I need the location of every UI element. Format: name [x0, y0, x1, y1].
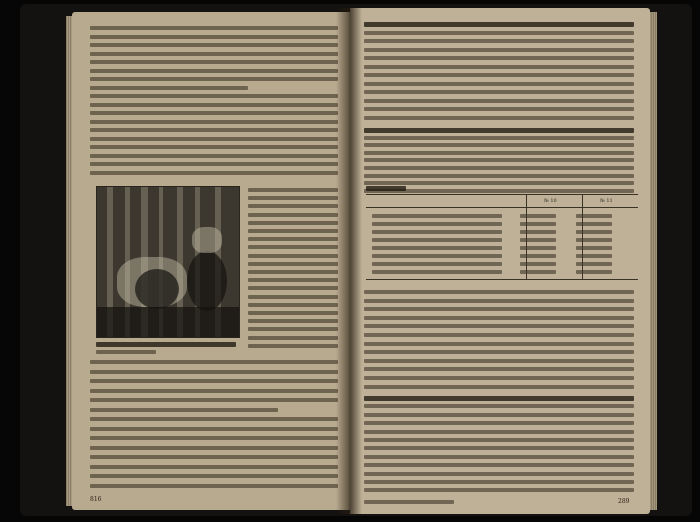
text-line	[364, 421, 634, 425]
text-line	[364, 324, 634, 328]
text-line	[364, 430, 634, 434]
text-line	[90, 137, 338, 141]
left-page	[72, 12, 350, 510]
text-line	[364, 367, 634, 371]
text-line	[90, 128, 338, 132]
text-line	[90, 379, 338, 383]
text-line	[90, 484, 338, 488]
text-line	[248, 336, 338, 340]
babbitt-table	[366, 194, 638, 280]
text-line	[90, 474, 338, 478]
text-line	[248, 286, 338, 290]
text-line	[364, 376, 634, 380]
text-line	[90, 69, 338, 73]
text-line	[364, 181, 634, 185]
text-line	[90, 171, 338, 175]
right-page	[350, 8, 650, 514]
text-line	[364, 116, 634, 120]
text-line	[364, 90, 634, 94]
text-line	[248, 213, 338, 217]
text-line	[364, 299, 634, 303]
text-line	[248, 303, 338, 307]
text-line	[248, 254, 338, 258]
text-line	[364, 73, 634, 77]
text-line	[90, 26, 338, 30]
text-line	[364, 404, 634, 408]
text-line	[364, 39, 634, 43]
text-line	[90, 35, 338, 39]
text-line	[248, 327, 338, 331]
text-line	[248, 262, 338, 266]
text-line	[248, 196, 338, 200]
text-line	[364, 151, 634, 155]
text-line	[90, 86, 248, 90]
text-line	[248, 229, 338, 233]
text-line	[248, 278, 338, 282]
text-line	[90, 94, 338, 98]
text-line	[248, 270, 338, 274]
factory-photo	[96, 186, 240, 338]
text-line	[90, 389, 338, 393]
text-line	[364, 166, 634, 170]
text-line	[248, 188, 338, 192]
text-line	[90, 162, 338, 166]
text-line	[364, 472, 634, 476]
text-line	[364, 82, 634, 86]
table-col-10: № 10	[544, 198, 557, 204]
text-line	[364, 446, 634, 450]
text-line	[364, 107, 634, 111]
text-line	[364, 413, 634, 417]
text-line	[364, 99, 634, 103]
text-line	[364, 174, 634, 178]
text-line	[90, 103, 338, 107]
text-line	[364, 290, 634, 294]
text-line	[366, 186, 406, 191]
text-line	[364, 463, 634, 467]
text-line	[90, 455, 338, 459]
text-line	[90, 446, 338, 450]
text-line	[364, 128, 634, 133]
text-line	[364, 31, 634, 35]
text-line	[364, 22, 634, 27]
text-line	[364, 500, 454, 504]
table-col-11: № 11	[600, 198, 613, 204]
text-line	[364, 359, 634, 363]
text-line	[364, 48, 634, 52]
text-line	[364, 396, 634, 401]
text-line	[364, 136, 634, 140]
text-line	[364, 385, 634, 389]
text-line	[90, 60, 338, 64]
text-line	[90, 360, 338, 364]
text-line	[90, 436, 338, 440]
text-line	[364, 316, 634, 320]
text-line	[90, 111, 338, 115]
text-line	[364, 342, 634, 346]
text-line	[90, 120, 338, 124]
text-line	[248, 237, 338, 241]
text-line	[90, 465, 338, 469]
left-page-number: 816	[90, 496, 102, 503]
text-line	[248, 245, 338, 249]
text-line	[248, 204, 338, 208]
text-line	[90, 145, 338, 149]
text-line	[90, 398, 338, 402]
text-line	[248, 311, 338, 315]
text-line	[364, 333, 634, 337]
text-line	[364, 455, 634, 459]
text-line	[364, 65, 634, 69]
book-gutter	[336, 8, 362, 514]
text-line	[248, 295, 338, 299]
text-line	[248, 319, 338, 323]
text-line	[364, 480, 634, 484]
text-line	[90, 408, 278, 412]
text-line	[364, 158, 634, 162]
right-page-number: 289	[618, 498, 630, 505]
text-line	[90, 77, 338, 81]
text-line	[90, 427, 338, 431]
text-line	[364, 56, 634, 60]
text-line	[364, 307, 634, 311]
text-line	[90, 43, 338, 47]
text-line	[364, 438, 634, 442]
text-line	[364, 350, 634, 354]
text-line	[90, 417, 338, 421]
text-line	[248, 344, 338, 348]
text-line	[90, 370, 338, 374]
text-line	[364, 143, 634, 147]
text-line	[364, 488, 634, 492]
text-line	[90, 52, 338, 56]
figure-caption	[96, 342, 246, 354]
text-line	[248, 221, 338, 225]
text-line	[90, 154, 338, 158]
